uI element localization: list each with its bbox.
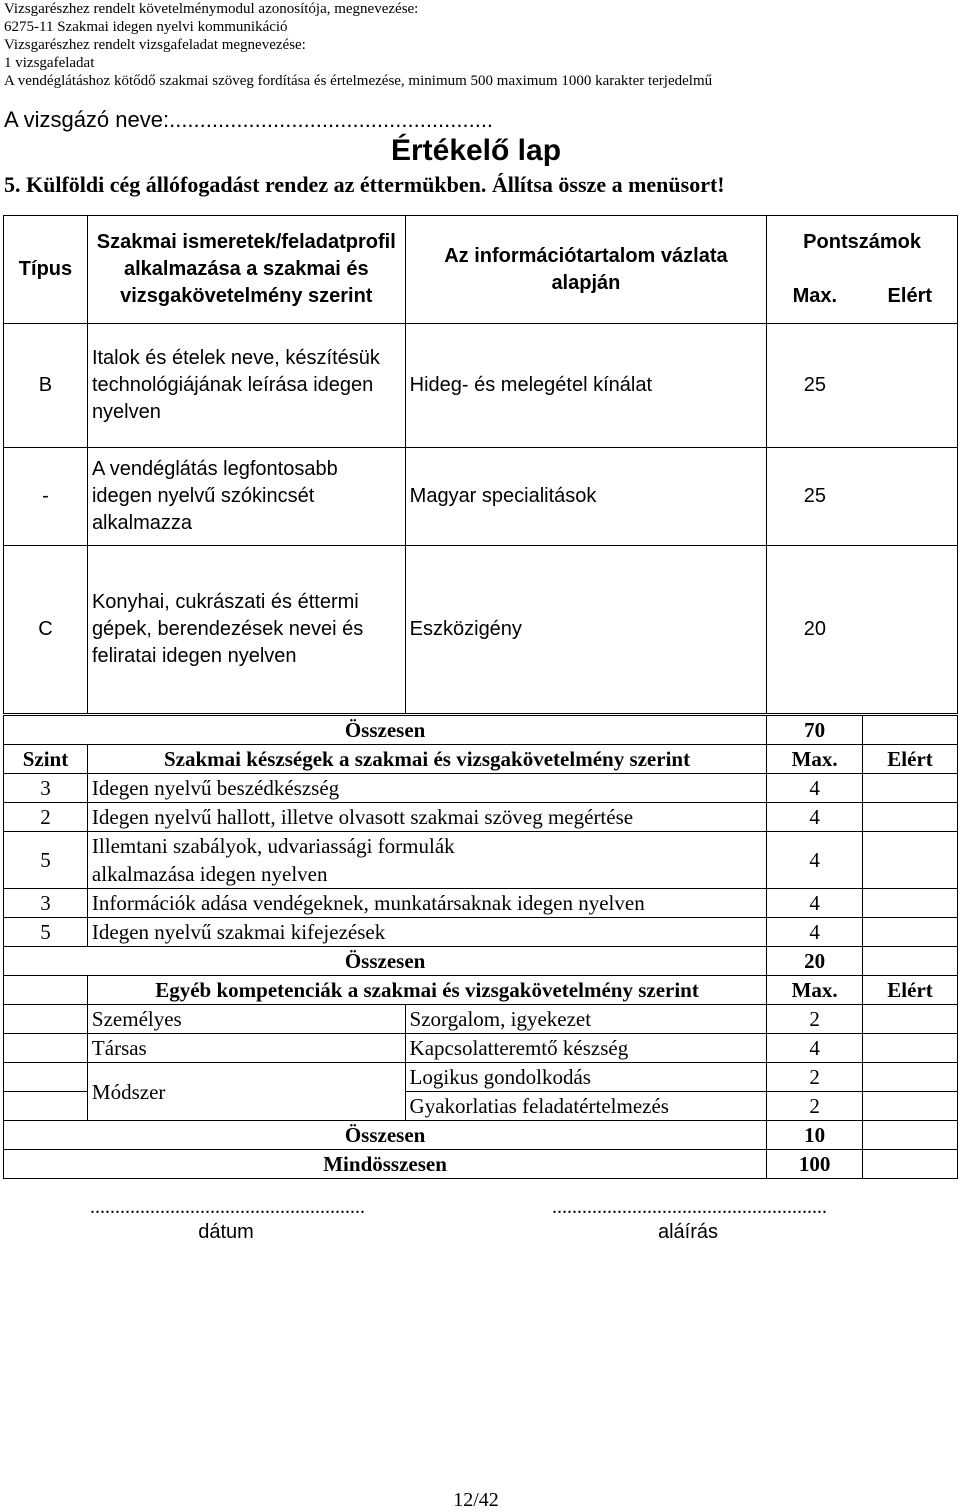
skill-max: 4	[767, 774, 863, 803]
header-line-3: Vizsgarészhez rendelt vizsgafeladat megnevezése:	[4, 37, 306, 53]
table-row	[4, 324, 958, 448]
table-row	[4, 803, 958, 832]
row-type: B	[4, 324, 88, 448]
skills-title-header: Szakmai készségek a szakmai és vizsgakövetelmény szerint	[87, 745, 766, 774]
other-max: 4	[767, 1034, 863, 1063]
skill-achieved	[863, 832, 958, 889]
task-description: 5. Külföldi cég állófogadást rendez az éttermükben. Állítsa össze a menüsort!	[4, 172, 725, 197]
row-max: 20	[767, 546, 863, 714]
col-type-header: Típus	[4, 216, 88, 324]
skill-text: Idegen nyelvű hallott, illetve olvasott szakmai szöveg megértése	[87, 803, 766, 832]
signature-dots: .......................................................	[552, 1196, 827, 1218]
table-row	[4, 1063, 958, 1092]
other-group: Módszer	[87, 1063, 405, 1121]
other-blank	[4, 1063, 88, 1092]
total1-achieved	[863, 716, 958, 745]
skill-achieved	[863, 774, 958, 803]
header-line-4: 1 vizsgafeladat	[4, 55, 95, 71]
grand-total-value: 100	[767, 1150, 863, 1179]
other-title-header: Egyéb kompetenciák a szakmai és vizsgakövetelmény szerint	[87, 976, 766, 1005]
other-text: Gyakorlatias feladatértelmezés	[405, 1092, 767, 1121]
other-achieved	[863, 1034, 958, 1063]
other-blank	[4, 1034, 88, 1063]
other-achieved	[863, 1063, 958, 1092]
criteria-table	[3, 215, 958, 714]
col-profile-header: Szakmai ismeretek/feladatprofil alkalmazása a szakmai és vizsgakövetelmény szerint	[87, 216, 405, 324]
date-label: dátum	[198, 1221, 254, 1243]
skills-max-header: Max.	[767, 745, 863, 774]
header-line-2: 6275-11 Szakmai idegen nyelvi kommunikáció	[4, 19, 288, 35]
skill-max: 4	[767, 803, 863, 832]
skill-max: 4	[767, 889, 863, 918]
other-max: 2	[767, 1005, 863, 1034]
row-achieved	[863, 546, 958, 714]
table-row	[4, 448, 958, 546]
skill-max: 4	[767, 918, 863, 947]
col-level-header: Szint	[4, 745, 88, 774]
skills-total-achieved	[863, 947, 958, 976]
skill-text: Információk adása vendégeknek, munkatársaknak idegen nyelven	[87, 889, 766, 918]
other-max: 2	[767, 1092, 863, 1121]
col-achieved-header: Elért	[863, 270, 958, 324]
col-content-header: Az információtartalom vázlata alapján	[405, 216, 767, 324]
other-total-label: Összesen	[4, 1121, 767, 1150]
row-profile: Konyhai, cukrászati és éttermi gépek, berendezések nevei és feliratai idegen nyelven	[87, 546, 405, 714]
skill-achieved	[863, 889, 958, 918]
other-text: Logikus gondolkodás	[405, 1063, 767, 1092]
row-profile: A vendéglátás legfontosabb idegen nyelvű szókincsét alkalmazza	[87, 448, 405, 546]
total1-label: Összesen	[4, 716, 767, 745]
other-achieved	[863, 1092, 958, 1121]
skill-level: 3	[4, 774, 88, 803]
grand-total-achieved	[863, 1150, 958, 1179]
grand-total-label: Mindösszesen	[4, 1150, 767, 1179]
skill-level: 2	[4, 803, 88, 832]
row-type: C	[4, 546, 88, 714]
other-total-achieved	[863, 1121, 958, 1150]
total1-value: 70	[767, 716, 863, 745]
table-row	[4, 546, 958, 714]
skill-text: Idegen nyelvű szakmai kifejezések	[87, 918, 766, 947]
col-max-header: Max.	[767, 270, 863, 324]
row-profile: Italok és ételek neve, készítésük technológiájának leírása idegen nyelven	[87, 324, 405, 448]
row-type: -	[4, 448, 88, 546]
table-row	[4, 1034, 958, 1063]
skill-level: 3	[4, 889, 88, 918]
skills-total-label: Összesen	[4, 947, 767, 976]
col-points-header: Pontszámok	[767, 216, 958, 270]
skill-max: 4	[767, 832, 863, 889]
row-content: Hideg- és melegétel kínálat	[405, 324, 767, 448]
other-group: Társas	[87, 1034, 405, 1063]
other-achieved-header: Elért	[863, 976, 958, 1005]
other-text: Szorgalom, igyekezet	[405, 1005, 767, 1034]
signature-label: aláírás	[657, 1221, 719, 1243]
skills-achieved-header: Elért	[863, 745, 958, 774]
row-content: Magyar specialitások	[405, 448, 767, 546]
skill-level: 5	[4, 832, 88, 889]
table-row	[4, 774, 958, 803]
table-row	[4, 918, 958, 947]
skill-text: Illemtani szabályok, udvariassági formulák alkalmazása idegen nyelven	[87, 832, 766, 889]
page-title: Értékelő lap	[390, 134, 562, 167]
examinee-name-field: A vizsgázó neve:.....................................................	[4, 107, 494, 132]
table-row	[4, 1005, 958, 1034]
skills-table	[3, 715, 958, 1179]
other-blank	[4, 1005, 88, 1034]
other-blank	[4, 1092, 88, 1121]
skill-achieved	[863, 803, 958, 832]
other-group: Személyes	[87, 1005, 405, 1034]
skill-achieved	[863, 918, 958, 947]
other-achieved	[863, 1005, 958, 1034]
skills-total-value: 20	[767, 947, 863, 976]
row-achieved	[863, 448, 958, 546]
header-line-5: A vendéglátáshoz kötődő szakmai szöveg fordítása és értelmezése, minimum 500 maximum 1000 karakter terjedelmű	[4, 73, 713, 89]
other-max-header: Max.	[767, 976, 863, 1005]
skill-text: Idegen nyelvű beszédkészség	[87, 774, 766, 803]
other-blank	[4, 976, 88, 1005]
row-max: 25	[767, 448, 863, 546]
date-dots: .......................................................	[90, 1196, 365, 1218]
skill-level: 5	[4, 918, 88, 947]
other-text: Kapcsolatteremtő készség	[405, 1034, 767, 1063]
page-number: 12/42	[453, 1489, 499, 1511]
row-max: 25	[767, 324, 863, 448]
other-max: 2	[767, 1063, 863, 1092]
other-total-value: 10	[767, 1121, 863, 1150]
row-content: Eszközigény	[405, 546, 767, 714]
table-row	[4, 889, 958, 918]
row-achieved	[863, 324, 958, 448]
header-line-1: Vizsgarészhez rendelt követelménymodul azonosítója, megnevezése:	[4, 1, 419, 17]
table-row	[4, 832, 958, 889]
